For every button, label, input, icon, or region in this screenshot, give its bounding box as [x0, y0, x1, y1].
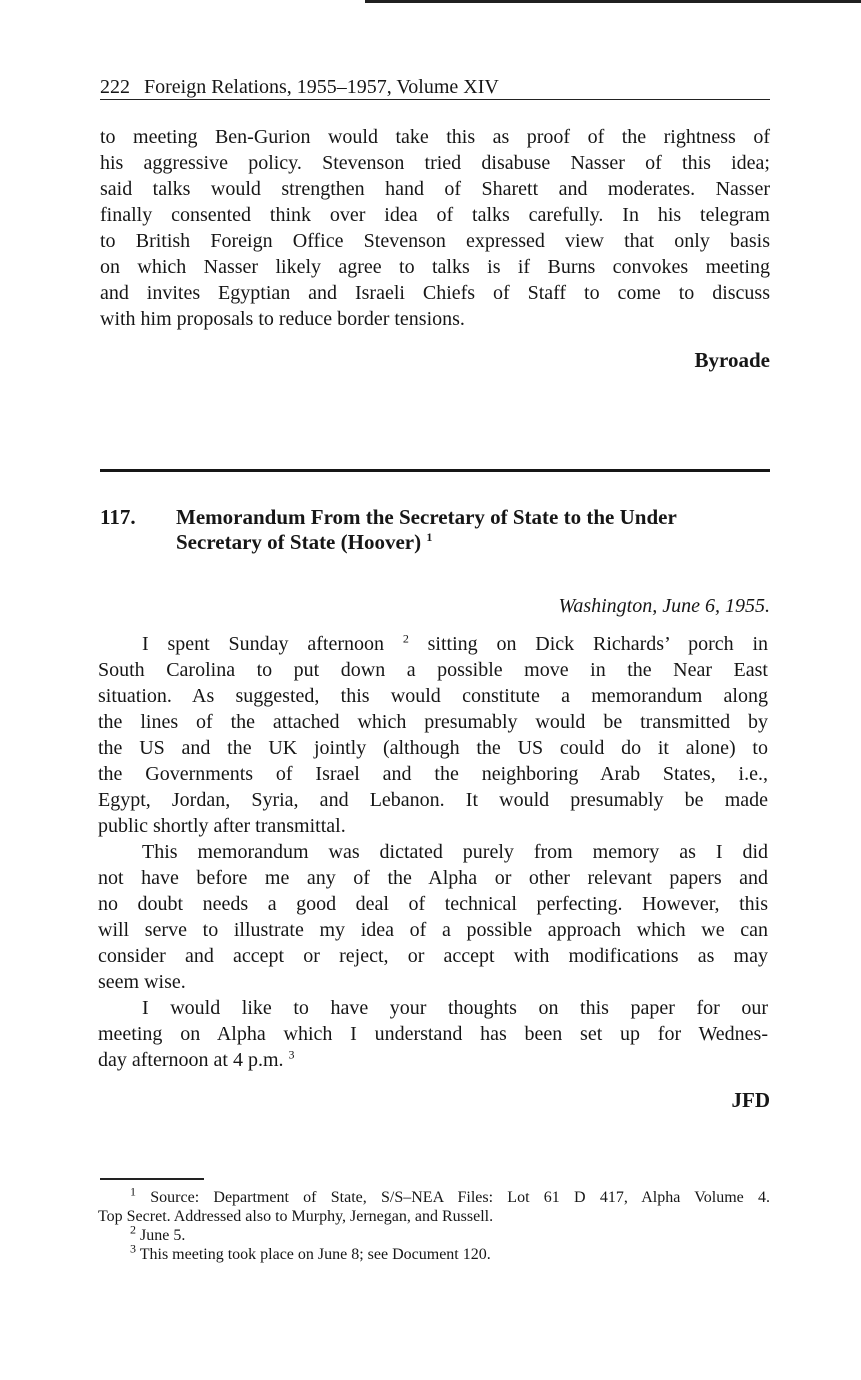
footnote-1-cont: Top Secret. Addressed also to Murphy, Jernegan, and Russell.	[98, 1208, 494, 1225]
text-line: finally consented think over idea of talks carefully. In his telegram	[100, 204, 770, 226]
dateline: Washington, June 6, 1955.	[558, 595, 770, 617]
text-line: situation. As suggested, this would constitute a memorandum along	[98, 685, 768, 707]
text-line: I spent Sunday afternoon $^2$ sitting on Dick Richards’ porch in	[142, 631, 769, 655]
text-line: South Carolina to put down a possible move in the Near East	[98, 659, 768, 681]
text-line: on which Nasser likely agree to talks is if Burns convokes meeting	[100, 256, 770, 278]
text-line: said talks would strengthen hand of Sharett and moderates. Nasser	[100, 178, 770, 200]
text-line: and invites Egyptian and Israeli Chiefs of Staff to come to discuss	[100, 282, 770, 304]
text-line: with him proposals to reduce border tensions.	[100, 308, 465, 330]
text-line: Egypt, Jordan, Syria, and Lebanon. It would presumably be made	[98, 789, 768, 811]
footnotes	[98, 1184, 771, 1264]
text-line: day afternoon at 4 p.m. $^3$	[98, 1047, 295, 1071]
text-line: the lines of the attached which presumably would be transmitted by	[98, 711, 768, 733]
footnote-ref[interactable]: 2	[402, 631, 409, 646]
text-line: meeting on Alpha which I understand has been set up for Wednes-	[98, 1023, 768, 1045]
footnote-3: $^3$ This meeting took place on June 8; see Document 120.	[130, 1241, 491, 1263]
text-line: public shortly after transmittal.	[98, 815, 346, 837]
signature-jfd: JFD	[731, 1088, 770, 1112]
text-line: I would like to have your thoughts on this paper for our	[142, 997, 768, 1019]
page-number: 222	[100, 76, 130, 98]
volume-title: Foreign Relations, 1955–1957, Volume XIV	[144, 76, 499, 98]
text-line: This memorandum was dictated purely from memory as I did	[142, 841, 768, 863]
document-title	[176, 505, 766, 555]
section-divider	[100, 469, 770, 472]
scan-edge-line	[365, 0, 861, 3]
text-line: no doubt needs a good deal of technical perfecting. However, this	[98, 893, 768, 915]
document-number: 117.	[100, 505, 136, 529]
text-line: will serve to illustrate my idea of a possible approach which we can	[98, 919, 768, 941]
text-line: to meeting Ben-Gurion would take this as proof of the rightness of	[100, 126, 770, 148]
footnote-ref[interactable]: 1	[426, 530, 433, 544]
footnote-1: $^1$ Source: Department of State, S/S–NEA Files: Lot 61 D 417, Alpha Volume 4.	[130, 1184, 771, 1206]
continued-text	[100, 124, 770, 332]
running-head	[100, 75, 770, 100]
text-line: the Governments of Israel and the neighboring Arab States, i.e.,	[98, 763, 768, 785]
text-line: not have before me any of the Alpha or other relevant papers and	[98, 867, 768, 889]
title-line-2	[176, 530, 766, 555]
memo-body	[98, 631, 768, 1073]
title-text: Secretary of State (Hoover)	[176, 530, 422, 554]
text-line: consider and accept or reject, or accept with modifications as may	[98, 945, 768, 967]
footnote-rule	[100, 1178, 204, 1180]
signature-byroade: Byroade	[694, 348, 770, 372]
footnote-2: $^2$ June 5.	[130, 1222, 186, 1244]
text-line: seem wise.	[98, 971, 186, 993]
text-line: to British Foreign Office Stevenson expressed view that only basis	[100, 230, 770, 252]
text-line: his aggressive policy. Stevenson tried disabuse Nasser of this idea;	[100, 152, 770, 174]
title-line: Memorandum From the Secretary of State to the Under	[176, 505, 677, 529]
text-line: the US and the UK jointly (although the US could do it alone) to	[98, 737, 768, 759]
footnote-ref[interactable]: 3	[288, 1047, 295, 1062]
